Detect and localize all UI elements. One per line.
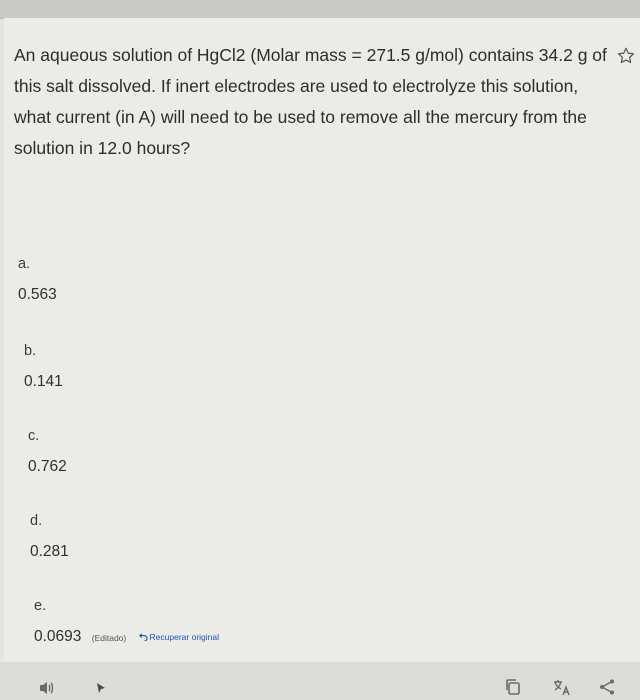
option-value-row: [34, 628, 219, 646]
top-bar: [0, 0, 640, 19]
option-value: 0.281: [30, 543, 69, 560]
option-value: 0.563: [18, 286, 57, 303]
option-value: 0.141: [24, 373, 63, 390]
option-e[interactable]: [34, 598, 219, 646]
speaker-icon[interactable]: [38, 680, 56, 696]
option-d[interactable]: [30, 513, 69, 561]
question-card: [4, 18, 640, 662]
option-letter: e.: [34, 598, 47, 614]
copy-icon[interactable]: [504, 678, 522, 696]
star-icon[interactable]: [616, 46, 636, 66]
edited-label: (Editado): [91, 633, 127, 643]
option-c[interactable]: [28, 428, 67, 476]
option-b[interactable]: [24, 343, 63, 391]
question-text: An aqueous solution of HgCl2 (Molar mass = 271.5 g/mol) contains 34.2 g of this salt dissolved. If inert electrodes are used to electrolyze this solution, what current (in A) will need to be used to remove all the mercury from the solution in 12.0 hours?: [14, 45, 607, 158]
translate-icon[interactable]: [552, 678, 572, 696]
share-icon[interactable]: [598, 678, 616, 696]
bottom-toolbar: [0, 662, 640, 700]
option-letter: b.: [24, 343, 37, 359]
option-value: 0.762: [28, 458, 67, 475]
undo-icon: [139, 632, 148, 641]
option-letter: a.: [18, 256, 31, 272]
option-letter: d.: [30, 513, 43, 529]
restore-original-label: Recuperar original: [149, 631, 219, 642]
cursor-icon: [96, 682, 106, 694]
option-letter: c.: [28, 428, 40, 444]
option-value: 0.0693: [34, 628, 82, 645]
restore-original-link[interactable]: [139, 632, 219, 642]
option-a[interactable]: [18, 256, 57, 304]
